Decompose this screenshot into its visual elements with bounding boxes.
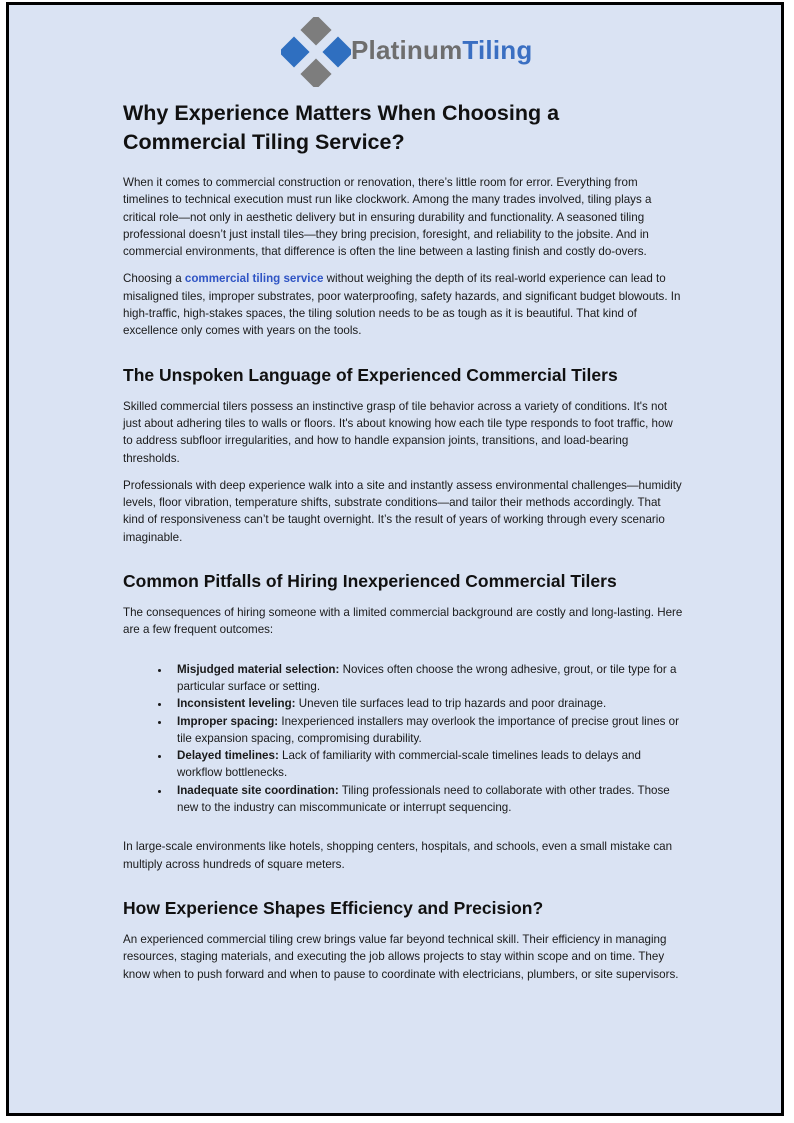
list-item	[171, 782, 683, 817]
section-2-paragraph-2: In large-scale environments like hotels, shopping centers, hospitals, and schools, even a small mistake can multiply across hundreds of square meters.	[123, 840, 673, 871]
brand-name-part2: Tiling	[462, 35, 533, 65]
section-1-paragraph-2: Professionals with deep experience walk into a site and instantly assess environmental challenges—humidity levels, floor vibration, temperature shifts, substrate conditions—and tailor their methods accordingly. That kind of responsiveness can’t be taught overnight. It’s the result of years of working through every scenario imaginable.	[123, 478, 682, 544]
section-common-pitfalls	[123, 570, 683, 873]
section-2-paragraph-1: The consequences of hiring someone with a limited commercial background are costly and long-lasting. Here are a few frequent outcomes:	[123, 606, 683, 637]
section-3-paragraph-1: An experienced commercial tiling crew brings value far beyond technical skill. Their efficiency in managing resources, staging materials, and executing the job allows projects to stay within scope and on time. They know when to push forward and when to pause to coordinate with electricians, plumbers, or site supervisors.	[123, 932, 679, 981]
list-item-text: Inexperienced installers may overlook the importance of precise grout lines or tile expansion spacing, compromising durability.	[177, 714, 679, 745]
brand-logo	[281, 17, 571, 87]
intro-p2-rest: without weighing the depth of its real-world experience can lead to misaligned tiles, improper substrates, poor waterproofing, safety hazards, and significant budget blowouts. In high-traffic, high-stakes spaces, the tiling solution needs to be as tough as it is beautiful. That kind of excellence only comes with years on the tools.	[123, 272, 681, 338]
list-item-term: Inconsistent leveling:	[177, 697, 296, 711]
section-1-heading: The Unspoken Language of Experienced Commercial Tilers	[123, 364, 618, 385]
list-item-term: Inadequate site coordination:	[177, 783, 339, 797]
list-item	[171, 695, 683, 712]
list-item-text: Lack of familiarity with commercial-scale timelines leads to delays and workflow bottlenecks.	[177, 749, 641, 780]
list-item-text: Novices often choose the wrong adhesive, grout, or tile type for a particular surface or setting.	[177, 662, 677, 693]
list-item	[171, 713, 683, 748]
section-efficiency-precision	[123, 897, 683, 983]
list-item-term: Improper spacing:	[177, 714, 279, 728]
commercial-tiling-service-link[interactable]: commercial tiling service	[184, 272, 324, 286]
article-body	[123, 99, 683, 993]
list-item-term: Misjudged material selection:	[177, 662, 340, 676]
intro-paragraph-1: When it comes to commercial construction or renovation, there’s little room for error. Everything from timelines to technical execution must run like clockwork. Among the many trades involved, tiling plays a critical role—not only in aesthetic delivery but in ensuring durability and functionality. A seasoned tiling professional doesn’t just install tiles—they bring precision, foresight, and reliability to the jobsite. And in commercial environments, that difference is often the line between a lasting finish and costly do-overs.	[123, 176, 652, 259]
list-item	[171, 661, 683, 696]
section-1-paragraph-1: Skilled commercial tilers possess an instinctive grasp of tile behavior across a variety of conditions. It's not just about adhering tiles to walls or floors. It's about knowing how each tile type responds to foot traffic, how to address subfloor irregularities, and how to handle expansion joints, transitions, and load-bearing thresholds.	[123, 399, 673, 465]
tile-logo-icon	[281, 17, 351, 87]
article-title: Why Experience Matters When Choosing a Commercial Tiling Service?	[123, 101, 560, 154]
brand-wordmark	[351, 35, 532, 66]
list-item-text: Tiling professionals need to collaborate with other trades. Those new to the industry can miscommunicate or interrupt sequencing.	[177, 783, 670, 815]
list-item-text: Uneven tile surfaces lead to trip hazards and poor drainage.	[295, 697, 607, 711]
brand-name-part1: Platinum	[351, 35, 463, 65]
section-3-heading: How Experience Shapes Efficiency and Precision?	[123, 897, 544, 918]
intro-paragraph-2	[123, 270, 683, 339]
section-experienced-tilers	[123, 364, 683, 546]
list-item	[171, 747, 683, 782]
section-2-heading: Common Pitfalls of Hiring Inexperienced Commercial Tilers	[123, 571, 617, 592]
document-page	[6, 2, 784, 1116]
intro-p2-lead: Choosing a	[123, 272, 185, 286]
pitfalls-list	[123, 661, 683, 817]
list-item-term: Delayed timelines:	[177, 749, 279, 763]
